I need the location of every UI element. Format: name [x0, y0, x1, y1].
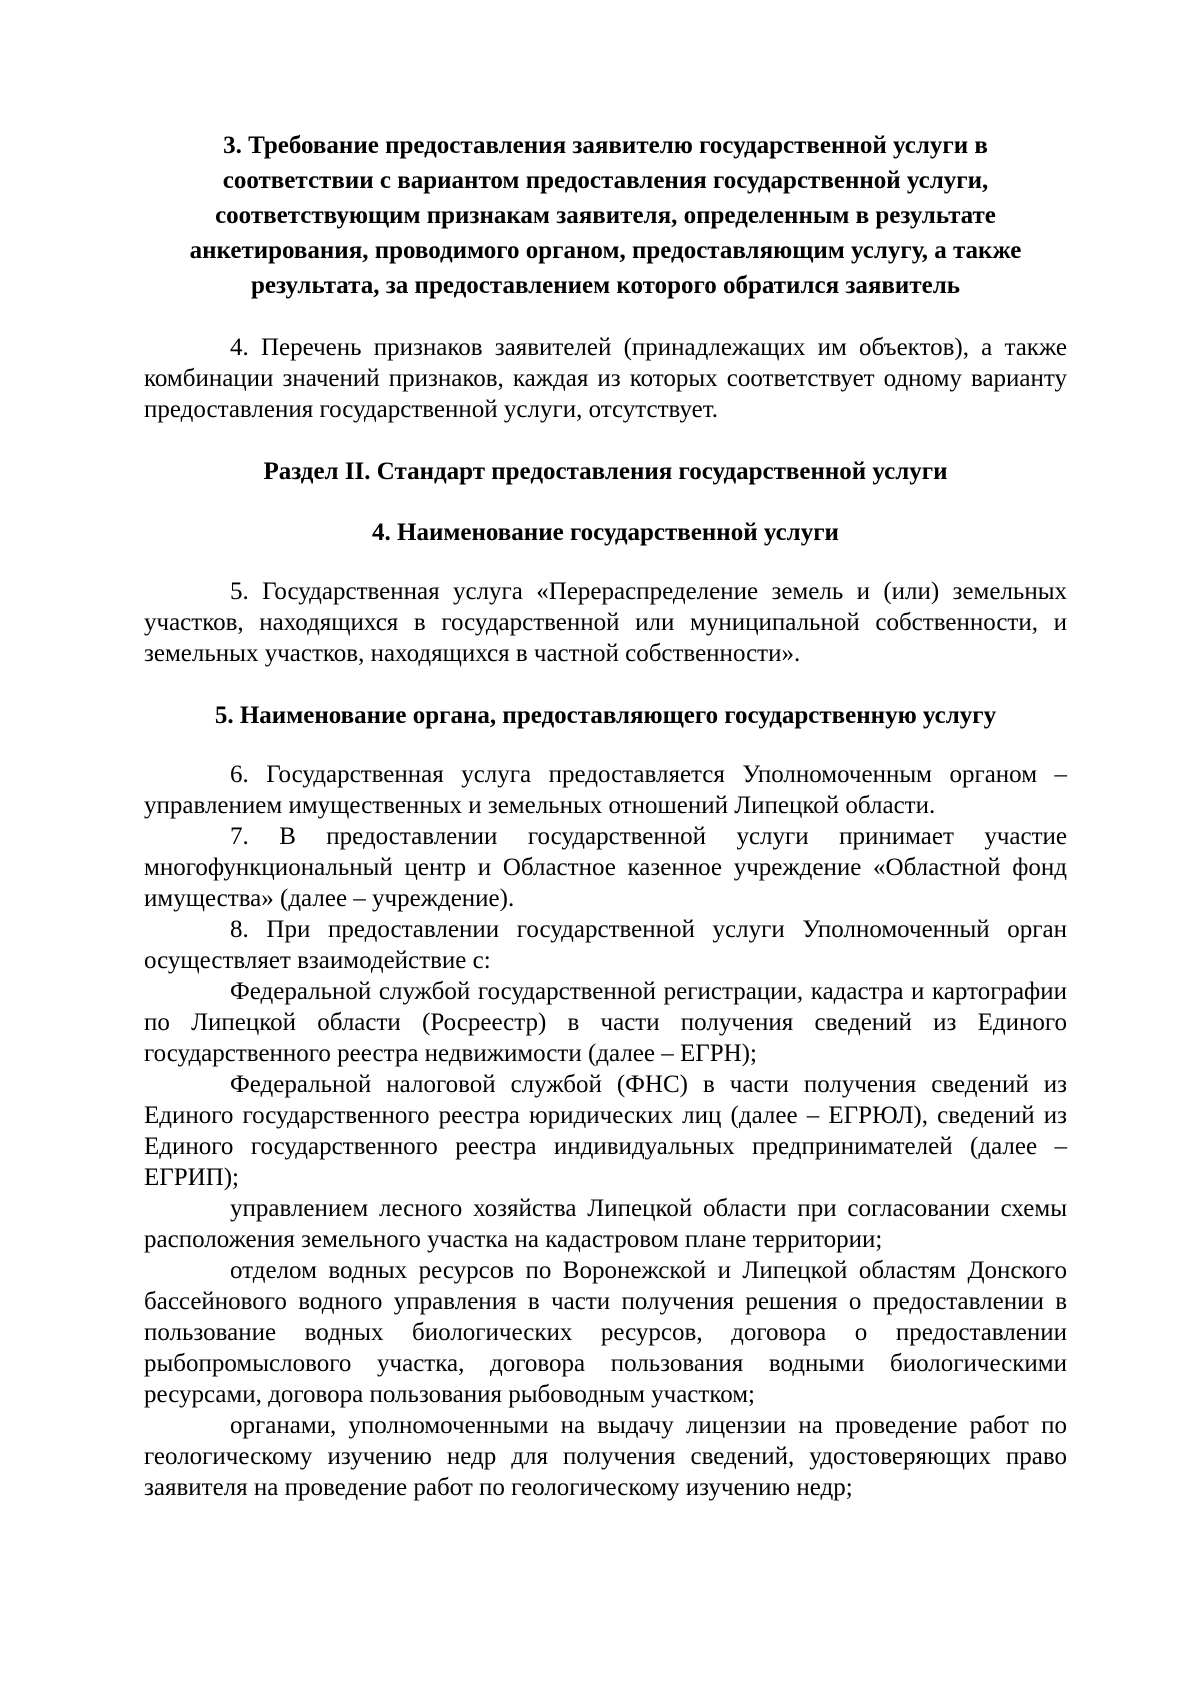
paragraph-6: 6. Государственная услуга предоставляется Уполномоченным органом – управлением имущественных и земельных отношений Липецкой области. — [144, 761, 1067, 819]
spacer — [144, 425, 1067, 454]
spacer — [144, 303, 1067, 332]
paragraph-8: 8. При предоставлении государственной услуги Уполномоченный орган осуществляет взаимодействие с: — [144, 916, 1067, 974]
paragraph-7: 7. В предоставлении государственной услуги принимает участие многофункциональный центр и Областное казенное учреждение «Областной фонд имущества» (далее – учреждение). — [144, 823, 1067, 912]
list-item: отделом водных ресурсов по Воронежской и Липецкой областям Донского бассейнового водного управления в части получения решения о предоставлении в пользование водных биологических ресурсов, договора о предоставлении рыбопромыслового участка, договора пользования водными биологическими ресурсами, договора пользования рыбоводным участком; — [144, 1257, 1067, 1408]
spacer — [144, 550, 1067, 576]
paragraph-4: 4. Перечень признаков заявителей (принадлежащих им объектов), а также комбинации значений признаков, каждая из которых соответствует одному варианту предоставления государственной услуги, отсутствует. — [144, 334, 1067, 423]
document-body — [144, 128, 1067, 1503]
spacer — [144, 489, 1067, 515]
section-3-heading: 3. Требование предоставления заявителю государственной услуги в соответствии с вариантом предоставления государственной услуги, соответствующим признакам заявителя, определенным в результате анкетирования, проводимого органом, предоставляющим услугу, а также результата, за предоставлением которого обратился заявитель — [189, 132, 1022, 299]
section-4-heading: 4. Наименование государственной услуги — [372, 519, 839, 546]
list-item: Федеральной налоговой службой (ФНС) в части получения сведений из Единого государственного реестра юридических лиц (далее – ЕГРЮЛ), сведений из Единого государственного реестра индивидуальных предпринимателей (далее – ЕГРИП); — [144, 1071, 1067, 1191]
spacer — [144, 733, 1067, 759]
section-5-heading: 5. Наименование органа, предоставляющего государственную услугу — [214, 702, 997, 729]
list-item: управлением лесного хозяйства Липецкой области при согласовании схемы расположения земельного участка на кадастровом плане территории; — [144, 1195, 1067, 1253]
spacer — [144, 669, 1067, 698]
list-item: органами, уполномоченными на выдачу лицензии на проведение работ по геологическому изучению недр для получения сведений, удостоверяющих право заявителя на проведение работ по геологическому изучению недр; — [144, 1412, 1067, 1501]
paragraph-5: 5. Государственная услуга «Перераспределение земель и (или) земельных участков, находящихся в государственной или муниципальной собственности, и земельных участков, находящихся в частной собственности». — [144, 578, 1067, 667]
razdel-2-heading: Раздел II. Стандарт предоставления государственной услуги — [263, 458, 948, 485]
list-item: Федеральной службой государственной регистрации, кадастра и картографии по Липецкой области (Росреестр) в части получения сведений из Единого государственного реестра недвижимости (далее – ЕГРН); — [144, 978, 1067, 1067]
